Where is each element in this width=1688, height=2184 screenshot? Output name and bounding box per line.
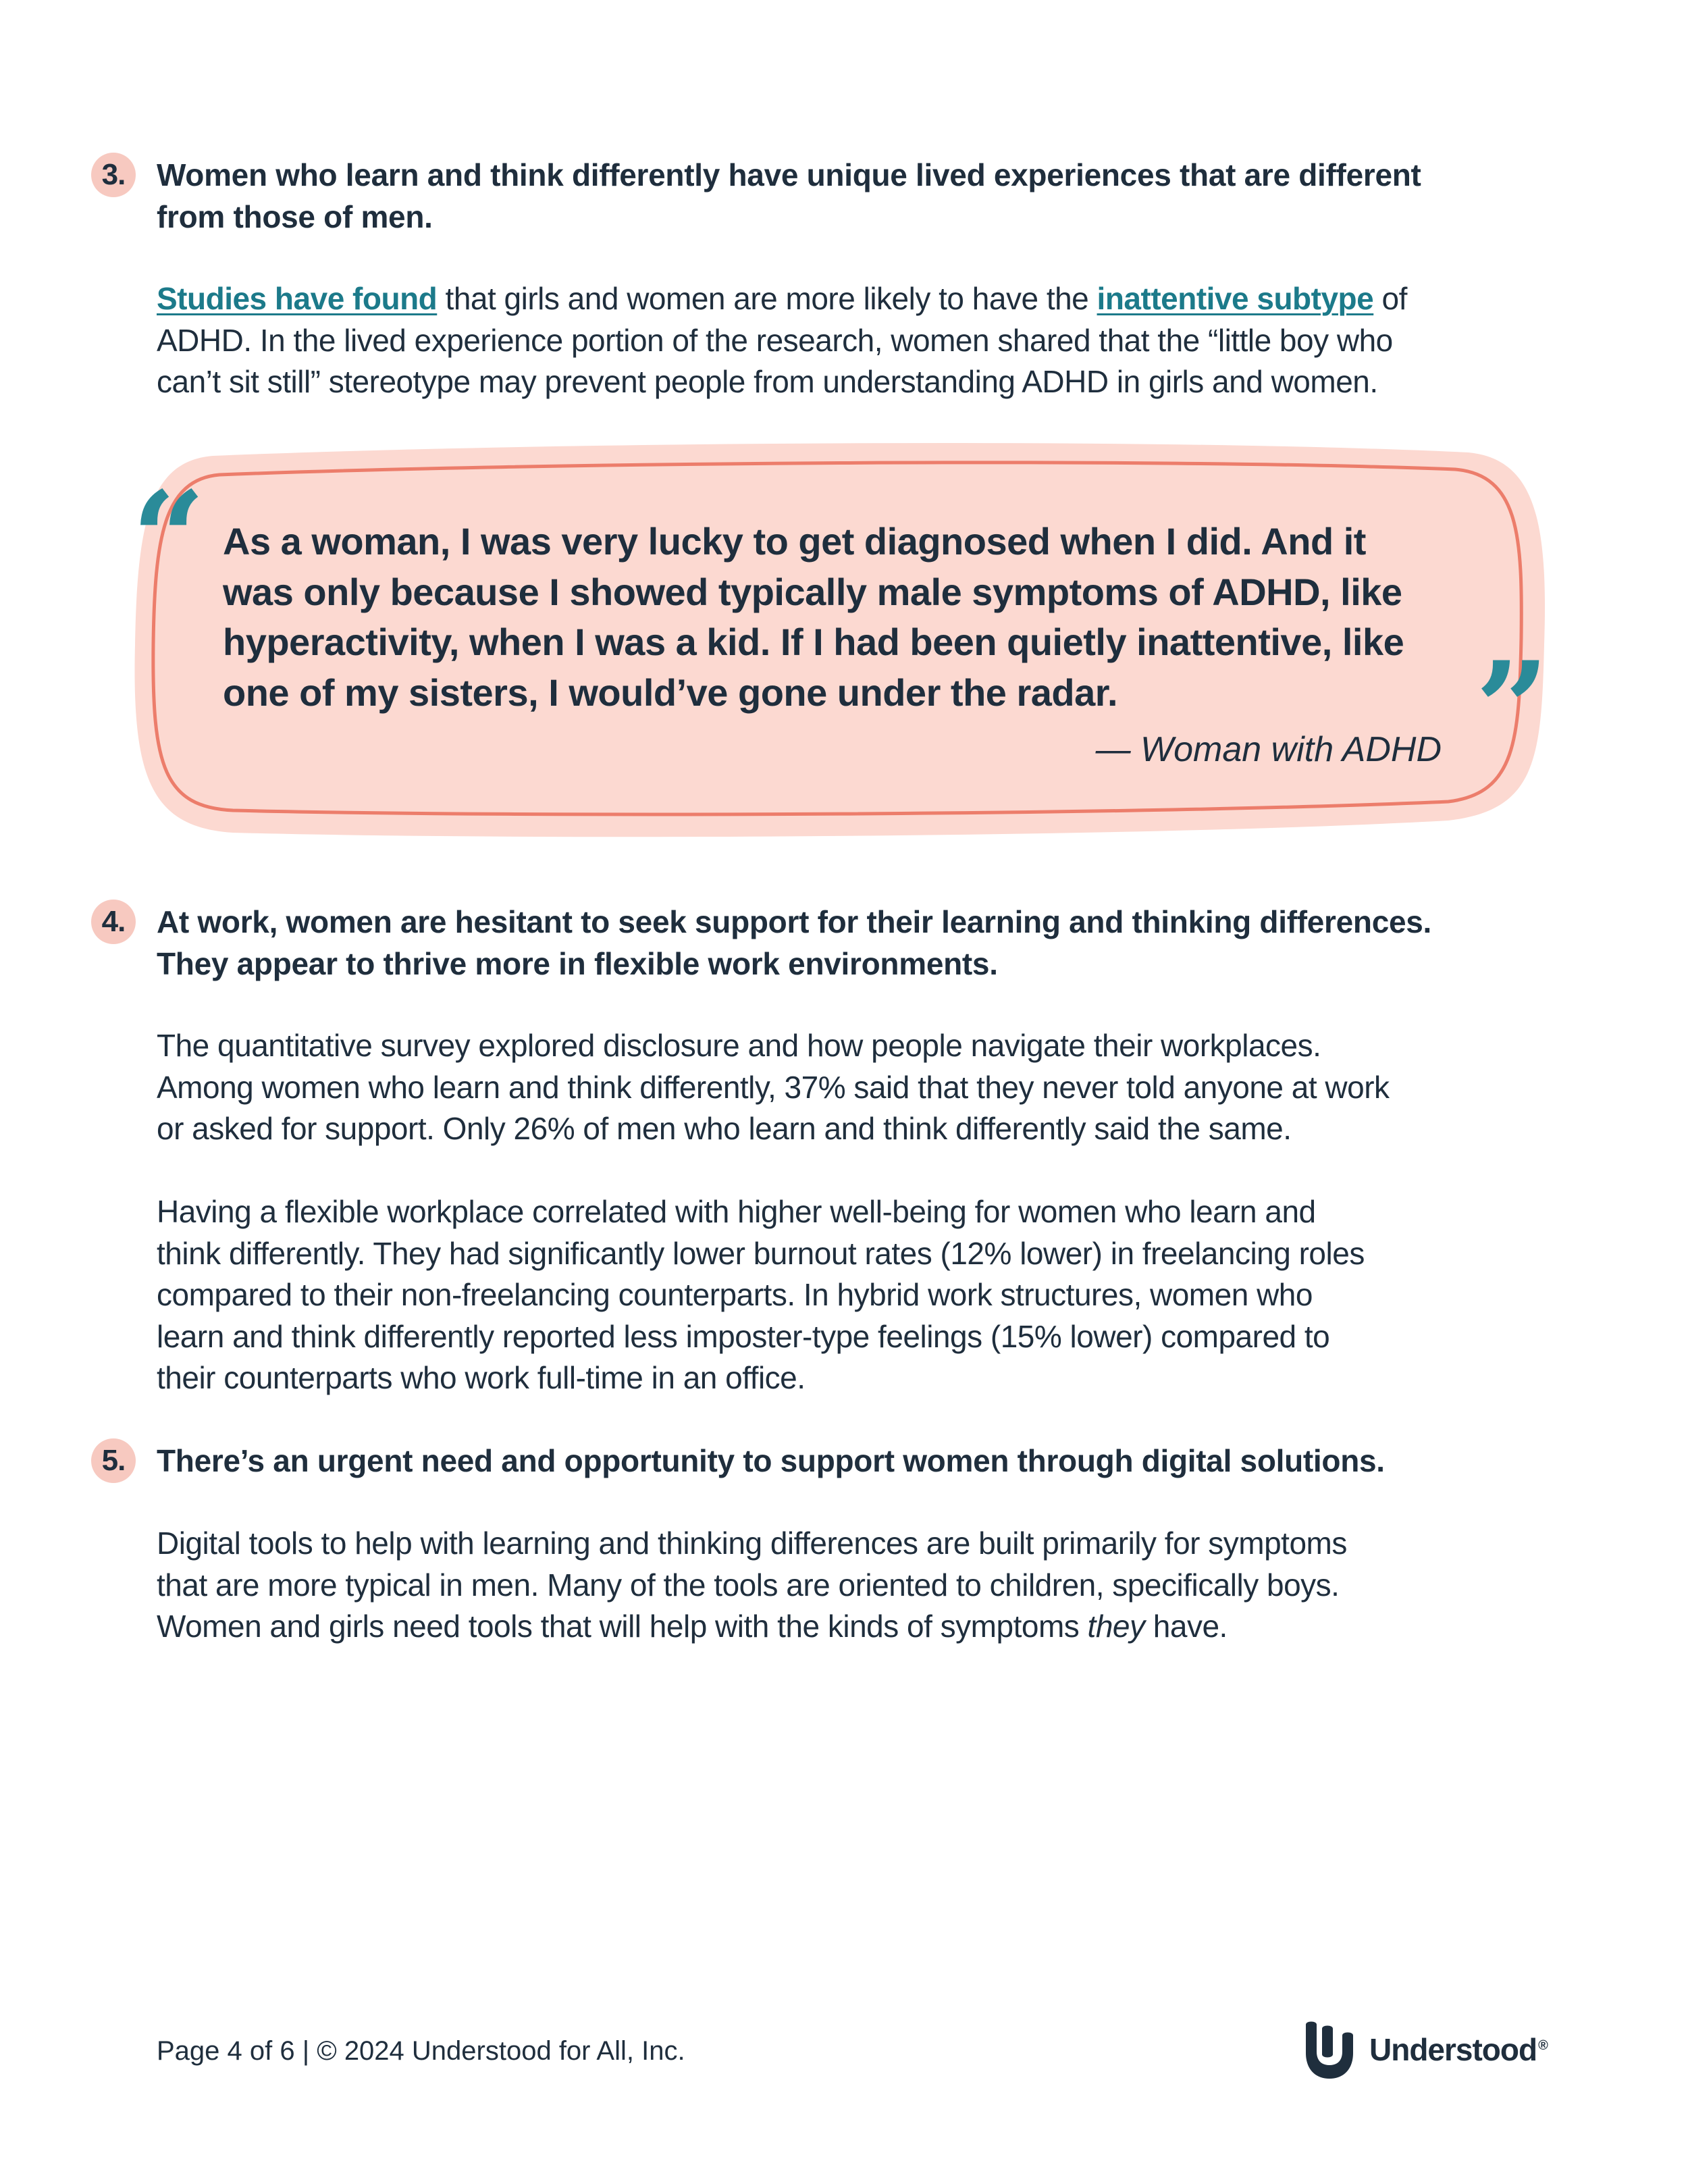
quote-line: was only because I showed typically male symptoms of ADHD, like xyxy=(223,570,1402,613)
understood-logo-wordmark xyxy=(1369,2031,1548,2068)
section-3-heading-line2: from those of men. xyxy=(157,199,433,234)
quote-line: hyperactivity, when I was a kid. If I had been quietly inattentive, like xyxy=(223,621,1404,663)
section-5-para-emphasis: they xyxy=(1087,1609,1145,1644)
section-4-heading-line2: They appear to thrive more in flexible work environments. xyxy=(157,946,998,981)
studies-have-found-link[interactable]: Studies have found xyxy=(157,281,438,316)
section-5-heading-line1: There’s an urgent need and opportunity to support women through digital solutions. xyxy=(157,1443,1385,1478)
quote-text xyxy=(223,517,1438,718)
section-5-para-last-before: Women and girls need tools that will help with the kinds of symptoms xyxy=(157,1609,1088,1644)
section-4-para1-line: The quantitative survey explored disclosure and how people navigate their workplaces. xyxy=(157,1028,1321,1063)
section-3-number-badge: 3. xyxy=(91,153,136,197)
quote-callout xyxy=(132,442,1550,841)
section-3-para-line3: can’t sit still” stereotype may prevent people from understanding ADHD in girls and women. xyxy=(157,364,1378,399)
section-3-para-text1: that girls and women are more likely to have the xyxy=(437,281,1097,316)
close-quote-icon: ” xyxy=(1475,633,1550,784)
section-4-para2-line: compared to their non-freelancing counterparts. In hybrid work structures, women who xyxy=(157,1277,1313,1312)
registered-mark: ® xyxy=(1538,2037,1548,2053)
section-3-paragraph xyxy=(157,278,1561,403)
section-5-para-last-after: have. xyxy=(1144,1609,1228,1644)
section-3-para-line2: ADHD. In the lived experience portion of the research, women shared that the “little boy who xyxy=(157,322,1393,358)
quote-line: one of my sisters, I would’ve gone under the radar. xyxy=(223,671,1118,714)
quote-attribution: — Woman with ADHD xyxy=(1095,730,1442,769)
section-4-para2-line: think differently. They had significantly lower burnout rates (12% lower) in freelancing roles xyxy=(157,1235,1365,1271)
section-4-paragraph-2 xyxy=(157,1191,1561,1399)
section-5-para-line: Digital tools to help with learning and thinking differences are built primarily for symptoms xyxy=(157,1526,1347,1561)
section-4-paragraph-1 xyxy=(157,1025,1561,1150)
section-4-number-badge: 4. xyxy=(91,900,136,944)
section-3-heading-line1: Women who learn and think differently have unique lived experiences that are different xyxy=(157,157,1421,192)
footer-page-info: Page 4 of 6 | © 2024 Understood for All, Inc. xyxy=(157,2036,685,2066)
quote-line: As a woman, I was very lucky to get diagnosed when I did. And it xyxy=(223,520,1366,563)
section-4-heading xyxy=(157,901,1561,985)
open-quote-icon: “ xyxy=(132,463,206,614)
section-3-heading xyxy=(157,154,1561,238)
section-5-number-badge: 5. xyxy=(91,1438,136,1483)
section-4-para2-line: Having a flexible workplace correlated with higher well-being for women who learn and xyxy=(157,1194,1316,1229)
section-4-para1-line: or asked for support. Only 26% of men who learn and think differently said the same. xyxy=(157,1111,1292,1146)
understood-logo[interactable] xyxy=(1302,2019,1548,2080)
section-5-paragraph xyxy=(157,1523,1561,1648)
section-4-para1-line: Among women who learn and think differently, 37% said that they never told anyone at work xyxy=(157,1069,1390,1105)
section-3-para-text2: of xyxy=(1373,281,1407,316)
section-4-heading-line1: At work, women are hesitant to seek support for their learning and thinking differences. xyxy=(157,904,1432,939)
section-5-para-line: that are more typical in men. Many of the tools are oriented to children, specifically boys. xyxy=(157,1567,1340,1603)
logo-word-text: Understood xyxy=(1369,2032,1537,2067)
inattentive-subtype-link[interactable]: inattentive subtype xyxy=(1097,281,1374,316)
understood-logo-icon xyxy=(1302,2019,1357,2080)
section-4-para2-line: their counterparts who work full-time in an office. xyxy=(157,1360,806,1395)
section-4-para2-line: learn and think differently reported less imposter-type feelings (15% lower) compared to xyxy=(157,1318,1330,1354)
section-5-heading xyxy=(157,1440,1561,1482)
